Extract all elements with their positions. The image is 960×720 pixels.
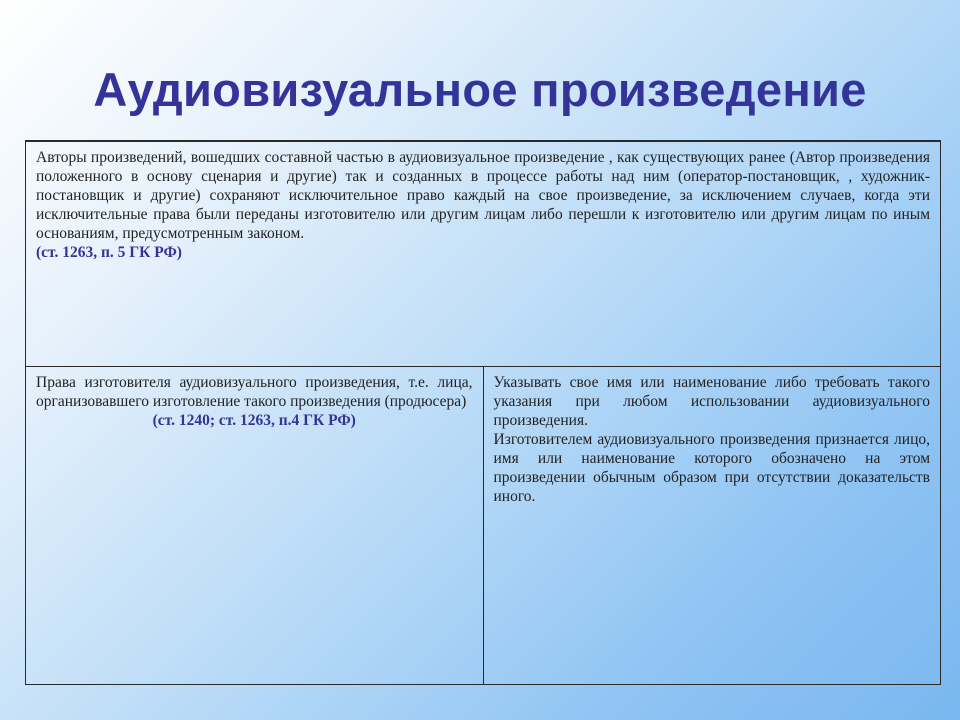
producer-rights-paragraph-1: Указывать свое имя или наименование либо требовать такого указания при любом использовании аудиовизуального произведения. <box>493 374 930 429</box>
content-table <box>25 140 941 685</box>
producer-rights-description-cell <box>483 367 941 685</box>
table-row-authors <box>26 141 941 367</box>
table-row-producer <box>26 367 941 685</box>
authors-citation: (ст. 1263, п. 5 ГК РФ) <box>36 244 182 261</box>
producer-rights-text: Права изготовителя аудиовизуального произведения, т.е. лица, организовавшего изготовление такого произведения (продюсера) <box>36 374 473 410</box>
authors-text: Авторы произведений, вошедших составной частью в аудиовизуальное произведение , как существующих ранее (Автор произведения положенного в основу сценария и другие) так и созданных в процессе работы над ним (оператор-постановщик, , художник-постановщик и другие) сохраняют исключительное право каждый на свое произведение, за исключением случаев, когда эти исключительные права были переданы изготовителю или другим лицам либо перешли к изготовителю или другим лицам по иным основаниям, предусмотренным законом. <box>36 149 930 242</box>
slide-title: Аудиовизуальное произведение <box>93 63 867 116</box>
producer-rights-cell <box>26 367 484 685</box>
authors-cell <box>26 141 941 367</box>
producer-rights-citation: (ст. 1240; ст. 1263, п.4 ГК РФ) <box>152 412 356 429</box>
producer-rights-paragraph-2: Изготовителем аудиовизуального произведения признается лицо, имя или наименование которого обозначено на этом произведении обычным образом при отсутствии доказательств иного. <box>493 431 930 505</box>
